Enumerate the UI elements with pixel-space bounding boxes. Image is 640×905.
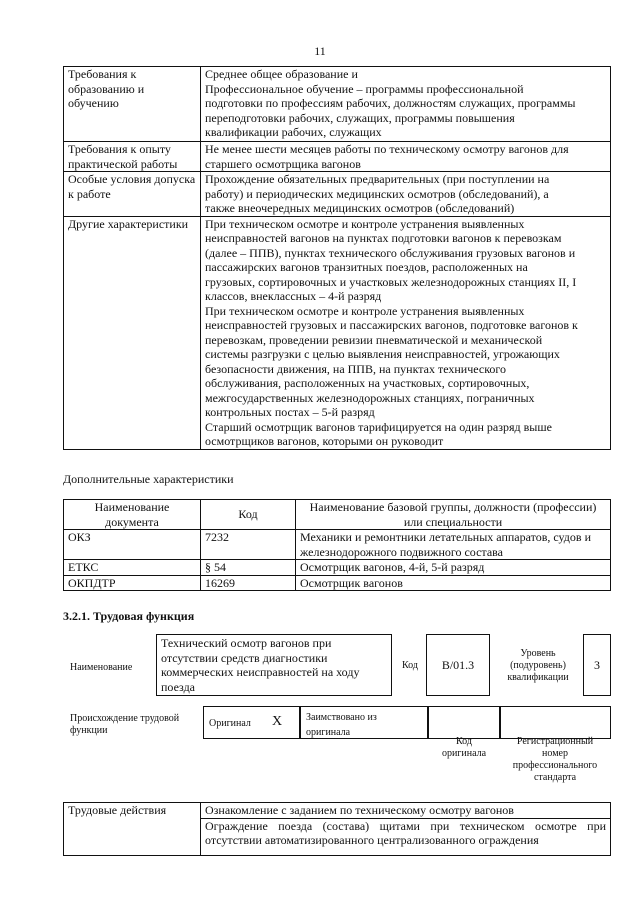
table-cell: 7232: [201, 530, 296, 560]
code-box: [426, 634, 490, 696]
table-cell: Осмотрщик вагонов, 4-й, 5-й разряд: [296, 560, 611, 576]
text-line: перевозкам, проведении ревизии пневматической и механической: [205, 332, 543, 347]
table-row: [64, 575, 611, 591]
text-line: Прохождение обязательных предварительных (при поступлении на: [205, 172, 550, 186]
borrowed-label: Заимствовано из оригинала: [306, 712, 377, 738]
table-row: [64, 803, 611, 819]
labor-actions-label: Трудовые действия: [64, 803, 201, 856]
labor-actions-table: [63, 802, 611, 856]
requirements-row-education: [64, 67, 611, 142]
text-line: работу) и периодических медицинских осмотров (обследований), а: [205, 186, 549, 201]
text-line: контрольных постах – 5-й разряд: [205, 405, 375, 419]
text-line: переподготовки рабочих, служащих, программы повышения: [205, 110, 515, 125]
text-line: Среднее общее образование и: [205, 67, 358, 81]
document-table-header: [64, 500, 611, 530]
text-line: неисправностей вагонов на пунктах подготовки вагонов к перевозкам: [205, 231, 562, 245]
column-header: Наименование документа: [64, 500, 201, 530]
text-line: пассажирских вагонов транзитных поездов, расположенных на: [205, 260, 528, 274]
table-cell: ОКПДТР: [64, 575, 201, 591]
requirements-table: [63, 66, 611, 450]
text-line: неисправностей грузовых и пассажирских вагонов, подготовке вагонов к: [205, 318, 578, 332]
level-value: 3: [594, 657, 600, 672]
text-line: квалификации рабочих, служащих: [205, 125, 382, 139]
text-line: При техническом осмотре и контроле устранения выявленных: [205, 216, 525, 231]
text-line: грузовых, сортировочных и участковых железнодорожных станциях II, I: [205, 274, 577, 289]
code-value: B/01.3: [441, 657, 475, 672]
original-label: Оригинал: [209, 718, 251, 729]
requirements-row-experience: [64, 142, 611, 172]
text-line: При техническом осмотре и контроле устранения выявленных: [205, 303, 525, 318]
borrowed-box: [300, 706, 428, 739]
function-name-box: [156, 634, 392, 696]
requirements-label: Требования к опыту практической работы: [64, 142, 201, 172]
text-line: также внеочередных медицинских осмотров (обследований): [205, 201, 515, 215]
requirements-value: [201, 67, 611, 142]
text-line: межгосударственных железнодорожных станциях, пограничных: [205, 390, 535, 405]
requirements-row-other: [64, 216, 611, 449]
requirements-label: Особые условия допуска к работе: [64, 172, 201, 217]
table-cell: Механики и ремонтники летательных аппаратов, судов и железнодорожного подвижного состава: [296, 530, 611, 560]
labor-action-item: Ограждение поезда (состава) щитами при техническом осмотре при отсутствии автоматизированного централизованного ограждения: [201, 818, 611, 856]
text-line: Не менее шести месяцев работы по техническому осмотру вагонов для: [205, 142, 569, 156]
column-header: Наименование базовой группы, должности (профессии) или специальности: [296, 500, 611, 530]
reg-number-label: Регистрационный номер профессионального стандарта: [512, 736, 598, 783]
code-original-box: [428, 706, 500, 739]
requirements-label: Требования к образованию и обучению: [64, 67, 201, 142]
table-row: [64, 530, 611, 560]
function-name-value: Технический осмотр вагонов при отсутствии средств диагностики коммерческих неисправностей на ходу поезда: [161, 636, 360, 694]
requirements-value: [201, 142, 611, 172]
column-header: Код: [201, 500, 296, 530]
text-line: подготовки по профессиям рабочих, должностям служащих, программы: [205, 96, 576, 110]
original-box: [203, 706, 300, 739]
reg-number-box: [500, 706, 611, 739]
document-table: [63, 499, 611, 591]
code-label: Код: [402, 660, 418, 671]
requirements-value: [201, 216, 611, 449]
table-cell: 16269: [201, 575, 296, 591]
text-line: Профессиональное обучение – программы профессиональной: [205, 81, 524, 96]
requirements-row-conditions: [64, 172, 611, 217]
table-cell: § 54: [201, 560, 296, 576]
labor-action-item: Ознакомление с заданием по техническому осмотру вагонов: [201, 803, 611, 819]
requirements-label: Другие характеристики: [64, 216, 201, 449]
requirements-value: [201, 172, 611, 217]
text-line: осмотрщиков вагонов, которыми он руководит: [205, 434, 444, 448]
table-cell: ОКЗ: [64, 530, 201, 560]
page-number: 11: [314, 44, 326, 58]
level-label: Уровень (подуровень) квалификации: [507, 648, 569, 683]
origin-label: Происхождение трудовой функции: [70, 713, 180, 736]
level-box: [583, 634, 611, 696]
table-cell: Осмотрщик вагонов: [296, 575, 611, 591]
text-line: (далее – ППВ), пунктах технического обслуживания грузовых вагонов и: [205, 245, 576, 260]
section-title: 3.2.1. Трудовая функция: [63, 609, 195, 623]
text-line: классов, внеклассных – 4-й разряд: [205, 289, 382, 303]
text-line: системы разгрузки с целью выявления неисправностей, угрожающих: [205, 347, 560, 361]
table-row: [64, 560, 611, 576]
text-line: обслуживания, расположенных на участковых, сортировочных,: [205, 376, 530, 390]
name-label: Наименование: [70, 662, 133, 673]
text-line: старшего осмотрщика вагонов: [205, 156, 361, 171]
code-original-label: Код оригинала: [441, 736, 487, 759]
additional-characteristics-heading: Дополнительные характеристики: [63, 472, 234, 486]
text-line: Старший осмотрщик вагонов тарифицируется на один разряд выше: [205, 419, 552, 434]
text-line: безопасности движения, на ППВ, на пунктах технического: [205, 361, 507, 376]
table-cell: ЕТКС: [64, 560, 201, 576]
original-mark: X: [272, 714, 283, 729]
